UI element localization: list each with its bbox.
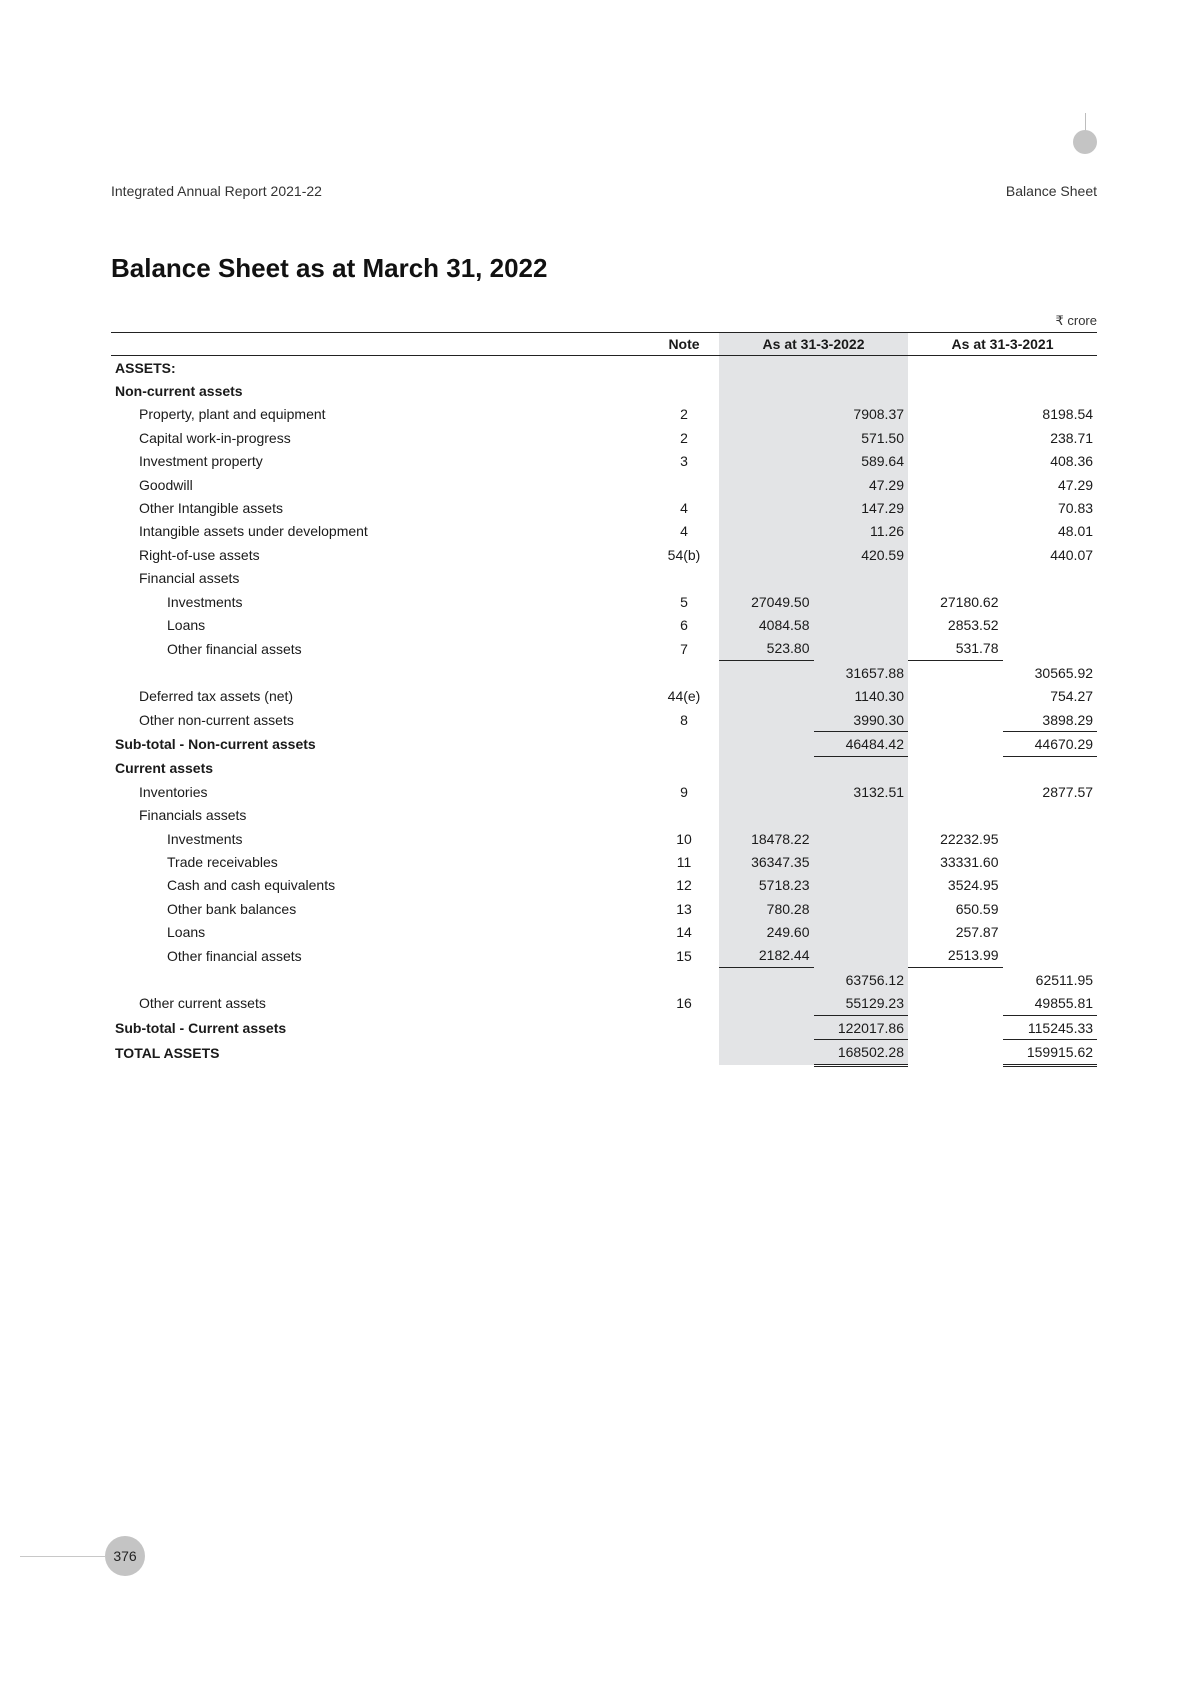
table-row xyxy=(111,450,1097,473)
row-previous-sub xyxy=(908,732,1003,756)
row-current-sub: 523.80 xyxy=(719,637,814,661)
table-row xyxy=(111,1015,1097,1039)
row-label: ASSETS: xyxy=(115,359,176,376)
row-label: Sub-total - Non-current assets xyxy=(115,735,316,752)
row-previous-sub xyxy=(908,756,1003,780)
row-previous-total xyxy=(1003,567,1098,590)
table-row xyxy=(111,473,1097,496)
table-row xyxy=(111,661,1097,685)
row-note: 15 xyxy=(676,947,692,964)
row-previous-sub xyxy=(908,543,1003,566)
row-note: 13 xyxy=(676,900,692,917)
header-current-year: As at 31-3-2022 xyxy=(719,333,908,356)
row-current-sub xyxy=(719,403,814,426)
table-row xyxy=(111,613,1097,636)
row-label xyxy=(111,661,649,685)
row-label: Loans xyxy=(167,616,206,633)
row-note xyxy=(649,756,719,780)
row-note: 11 xyxy=(676,853,692,870)
row-note: 5 xyxy=(680,593,688,610)
table-row xyxy=(111,874,1097,897)
table-row xyxy=(111,379,1097,402)
table-row xyxy=(111,637,1097,661)
row-previous-sub xyxy=(908,1015,1003,1039)
row-previous-sub xyxy=(908,992,1003,1016)
row-previous-sub: 650.59 xyxy=(955,900,999,917)
row-previous-sub: 22232.95 xyxy=(940,830,999,847)
row-label: Investments xyxy=(167,830,243,847)
row-previous-sub xyxy=(908,968,1003,992)
table-row xyxy=(111,732,1097,756)
row-label: Inventories xyxy=(139,783,208,800)
table-row xyxy=(111,780,1097,803)
row-current-total: 3132.51 xyxy=(853,783,905,800)
row-label: Other current assets xyxy=(139,995,266,1012)
row-note xyxy=(649,379,719,402)
row-previous-sub xyxy=(908,661,1003,685)
row-note: 6 xyxy=(680,616,688,633)
row-note xyxy=(649,567,719,590)
row-current-total: 55129.23 xyxy=(814,992,909,1016)
row-previous-total: 115245.33 xyxy=(1003,1015,1098,1039)
row-previous-total xyxy=(1003,590,1098,613)
row-label: Financials assets xyxy=(139,807,247,824)
table-row xyxy=(111,803,1097,826)
row-previous-total: 238.71 xyxy=(1050,429,1094,446)
row-label: Other Intangible assets xyxy=(139,500,283,517)
row-previous-sub: 3524.95 xyxy=(947,877,999,894)
row-previous-sub xyxy=(908,708,1003,732)
row-current-sub xyxy=(719,684,814,707)
currency-unit: ₹ crore xyxy=(1055,313,1097,328)
row-current-sub xyxy=(719,543,814,566)
row-label: Sub-total - Current assets xyxy=(115,1019,287,1036)
row-previous-sub xyxy=(908,426,1003,449)
row-previous-total xyxy=(1003,356,1098,380)
row-previous-sub xyxy=(908,520,1003,543)
row-label: Other financial assets xyxy=(167,947,302,964)
row-current-total xyxy=(814,827,909,850)
row-previous-total xyxy=(1003,637,1098,661)
row-previous-total xyxy=(1003,379,1098,402)
row-note: 7 xyxy=(680,640,688,657)
row-current-total xyxy=(814,803,909,826)
page-title: Balance Sheet as at March 31, 2022 xyxy=(111,253,548,283)
row-previous-sub xyxy=(908,803,1003,826)
row-current-total: 571.50 xyxy=(861,429,905,446)
row-previous-sub xyxy=(908,403,1003,426)
row-label: Goodwill xyxy=(139,476,193,493)
row-current-total: 31657.88 xyxy=(845,664,905,681)
row-previous-sub: 27180.62 xyxy=(940,593,999,610)
row-note: 8 xyxy=(680,711,688,728)
table-row xyxy=(111,684,1097,707)
row-previous-sub xyxy=(908,684,1003,707)
row-previous-total xyxy=(1003,827,1098,850)
row-label: Other financial assets xyxy=(167,640,302,657)
row-note xyxy=(649,356,719,380)
section-name: Balance Sheet xyxy=(1005,183,1097,199)
row-label: Non-current assets xyxy=(115,383,243,400)
row-note xyxy=(649,732,719,756)
table-row xyxy=(111,1040,1097,1065)
row-note xyxy=(649,473,719,496)
row-current-total: 589.64 xyxy=(861,453,905,470)
row-note: 12 xyxy=(676,877,692,894)
row-current-sub xyxy=(719,732,814,756)
row-note: 54(b) xyxy=(667,546,701,563)
row-current-sub xyxy=(719,496,814,519)
row-current-total: 147.29 xyxy=(861,500,905,517)
table-row xyxy=(111,992,1097,1016)
row-current-sub xyxy=(719,473,814,496)
row-label: Intangible assets under development xyxy=(139,523,368,540)
row-label: Right-of-use assets xyxy=(139,546,260,563)
table-row xyxy=(111,543,1097,566)
row-current-total: 420.59 xyxy=(861,546,905,563)
row-previous-total: 70.83 xyxy=(1057,500,1094,517)
row-current-total xyxy=(814,897,909,920)
row-label: TOTAL ASSETS xyxy=(115,1044,220,1061)
table-row xyxy=(111,708,1097,732)
row-previous-total: 49855.81 xyxy=(1003,992,1098,1016)
row-current-sub: 18478.22 xyxy=(751,830,810,847)
header-previous-year: As at 31-3-2021 xyxy=(908,333,1097,356)
row-previous-total: 159915.62 xyxy=(1003,1040,1098,1065)
table-row xyxy=(111,520,1097,543)
row-note: 2 xyxy=(680,406,688,423)
row-note: 10 xyxy=(676,830,692,847)
table-row xyxy=(111,827,1097,850)
row-previous-sub: 531.78 xyxy=(908,637,1003,661)
row-previous-sub xyxy=(908,1040,1003,1065)
table-row xyxy=(111,968,1097,992)
row-previous-total xyxy=(1003,613,1098,636)
row-previous-total: 47.29 xyxy=(1057,476,1094,493)
row-previous-total: 62511.95 xyxy=(1035,971,1094,988)
header-note: Note xyxy=(649,333,719,356)
row-previous-total: 440.07 xyxy=(1050,546,1094,563)
row-label: Financial assets xyxy=(139,570,240,587)
row-current-total: 3990.30 xyxy=(814,708,909,732)
row-label: Cash and cash equivalents xyxy=(167,877,336,894)
row-previous-total: 44670.29 xyxy=(1003,732,1098,756)
row-current-sub: 27049.50 xyxy=(751,593,810,610)
row-current-total xyxy=(814,920,909,943)
table-header-row xyxy=(111,333,1097,356)
row-current-total: 63756.12 xyxy=(845,971,905,988)
table-row xyxy=(111,944,1097,968)
row-previous-total: 3898.29 xyxy=(1003,708,1098,732)
table-row xyxy=(111,426,1097,449)
row-label: Trade receivables xyxy=(167,853,278,870)
row-previous-sub xyxy=(908,356,1003,380)
row-previous-total xyxy=(1003,897,1098,920)
row-current-sub xyxy=(719,992,814,1016)
row-current-total xyxy=(814,567,909,590)
row-previous-sub: 2513.99 xyxy=(908,944,1003,968)
row-previous-total: 30565.92 xyxy=(1034,664,1094,681)
row-note xyxy=(649,1015,719,1039)
row-label: Other non-current assets xyxy=(139,711,294,728)
row-note xyxy=(649,968,719,992)
row-current-total xyxy=(814,590,909,613)
row-note: 4 xyxy=(680,500,688,517)
row-current-sub xyxy=(719,1015,814,1039)
table-row xyxy=(111,496,1097,519)
table-row xyxy=(111,850,1097,873)
row-note: 44(e) xyxy=(667,688,701,705)
row-current-total xyxy=(814,379,909,402)
row-previous-total: 408.36 xyxy=(1050,453,1094,470)
row-label: Property, plant and equipment xyxy=(139,406,326,423)
row-previous-sub xyxy=(908,496,1003,519)
corner-decor-dot xyxy=(1073,130,1097,154)
row-current-total: 47.29 xyxy=(868,476,905,493)
report-name: Integrated Annual Report 2021-22 xyxy=(111,183,322,199)
row-current-sub: 4084.58 xyxy=(758,616,810,633)
row-current-sub xyxy=(719,1040,814,1065)
row-current-sub xyxy=(719,803,814,826)
page-number: 376 xyxy=(105,1536,145,1576)
running-header xyxy=(111,183,1097,199)
row-previous-total xyxy=(1003,756,1098,780)
row-current-total xyxy=(814,637,909,661)
row-current-total: 122017.86 xyxy=(814,1015,909,1039)
row-note xyxy=(649,1040,719,1065)
row-current-sub xyxy=(719,520,814,543)
table-row xyxy=(111,590,1097,613)
row-previous-sub: 33331.60 xyxy=(940,853,999,870)
row-current-total xyxy=(814,944,909,968)
row-note: 9 xyxy=(680,783,688,800)
row-current-sub: 249.60 xyxy=(766,924,810,941)
row-previous-total: 754.27 xyxy=(1050,688,1094,705)
table-row xyxy=(111,920,1097,943)
row-previous-total xyxy=(1003,920,1098,943)
row-previous-sub xyxy=(908,780,1003,803)
row-note: 16 xyxy=(676,995,692,1012)
header-label-col xyxy=(111,333,649,356)
row-current-sub xyxy=(719,356,814,380)
row-current-total xyxy=(814,756,909,780)
row-previous-total xyxy=(1003,874,1098,897)
row-current-sub: 36347.35 xyxy=(751,853,810,870)
row-previous-total: 8198.54 xyxy=(1042,406,1094,423)
row-label: Deferred tax assets (net) xyxy=(139,688,294,705)
table-row xyxy=(111,356,1097,380)
row-current-sub xyxy=(719,661,814,685)
row-current-total: 168502.28 xyxy=(814,1040,909,1065)
table-row xyxy=(111,756,1097,780)
row-current-sub xyxy=(719,426,814,449)
table-row xyxy=(111,897,1097,920)
row-note xyxy=(649,803,719,826)
row-previous-sub: 2853.52 xyxy=(947,616,999,633)
row-note: 4 xyxy=(680,523,688,540)
row-current-sub xyxy=(719,780,814,803)
row-current-total xyxy=(814,356,909,380)
row-previous-total xyxy=(1003,850,1098,873)
row-current-sub: 2182.44 xyxy=(719,944,814,968)
row-previous-sub xyxy=(908,379,1003,402)
row-label xyxy=(111,968,649,992)
row-current-sub: 780.28 xyxy=(766,900,810,917)
row-current-total: 11.26 xyxy=(870,523,905,540)
row-previous-total: 48.01 xyxy=(1057,523,1094,540)
row-label: Current assets xyxy=(115,760,214,777)
row-previous-total: 2877.57 xyxy=(1042,783,1094,800)
row-current-total xyxy=(814,874,909,897)
footer-rule xyxy=(20,1556,105,1557)
row-current-total: 1140.30 xyxy=(854,688,905,705)
row-note: 14 xyxy=(676,924,692,941)
row-current-sub: 5718.23 xyxy=(758,877,810,894)
row-label: Capital work-in-progress xyxy=(139,429,291,446)
row-label: Investment property xyxy=(139,453,263,470)
row-previous-total xyxy=(1003,944,1098,968)
row-previous-sub xyxy=(908,450,1003,473)
row-note: 3 xyxy=(680,453,688,470)
row-label: Loans xyxy=(167,924,206,941)
row-label: Other bank balances xyxy=(167,900,297,917)
table-row xyxy=(111,403,1097,426)
row-current-sub xyxy=(719,567,814,590)
balance-sheet-table xyxy=(111,332,1097,1067)
row-note xyxy=(649,661,719,685)
row-current-sub xyxy=(719,708,814,732)
table-row xyxy=(111,567,1097,590)
row-current-sub xyxy=(719,968,814,992)
row-previous-sub xyxy=(908,473,1003,496)
row-label: Investments xyxy=(167,593,243,610)
row-current-sub xyxy=(719,450,814,473)
row-current-total: 7908.37 xyxy=(853,406,905,423)
row-current-total: 46484.42 xyxy=(814,732,909,756)
row-previous-sub: 257.87 xyxy=(955,924,999,941)
row-current-sub xyxy=(719,756,814,780)
row-previous-sub xyxy=(908,567,1003,590)
row-current-total xyxy=(814,613,909,636)
row-note: 2 xyxy=(680,429,688,446)
row-current-total xyxy=(814,850,909,873)
row-previous-total xyxy=(1003,803,1098,826)
row-current-sub xyxy=(719,379,814,402)
